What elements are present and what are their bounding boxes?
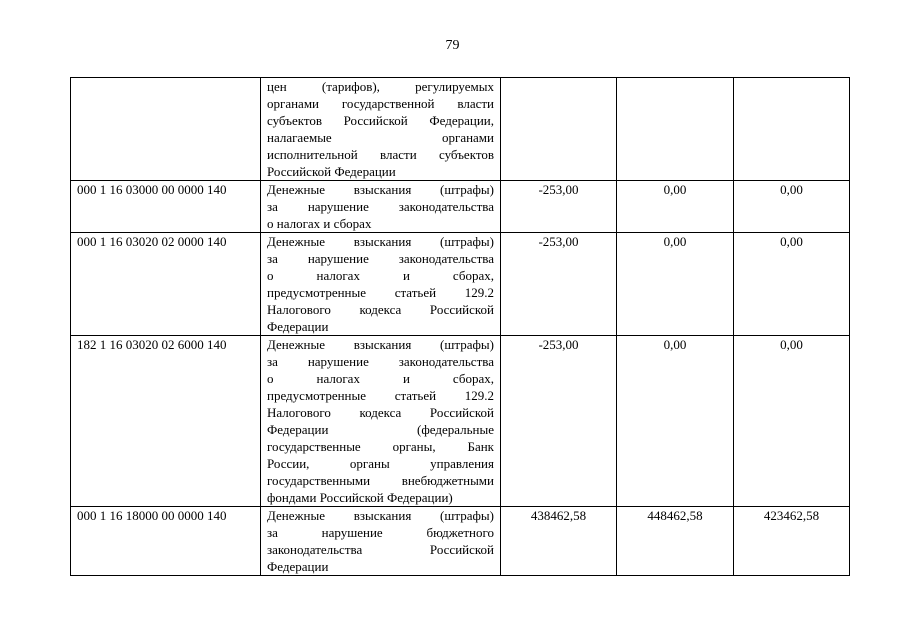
description-line: Федерации (федеральные xyxy=(267,422,494,437)
description-line: Налогового кодекса Российской xyxy=(267,302,494,317)
description-line: о налогах и сборах xyxy=(267,216,372,231)
amount-cell-3: 0,00 xyxy=(734,336,850,507)
amount-cell-2: 448462,58 xyxy=(617,507,734,576)
amount-cell-3: 0,00 xyxy=(734,233,850,336)
budget-code-cell: 000 1 16 18000 00 0000 140 xyxy=(71,507,261,576)
budget-code-cell: 000 1 16 03020 02 0000 140 xyxy=(71,233,261,336)
table-row xyxy=(71,336,850,507)
description-line: России, органы управления xyxy=(267,456,494,471)
amount-cell-1: -253,00 xyxy=(501,181,617,233)
amount-cell-3 xyxy=(734,78,850,181)
amount-cell-1: -253,00 xyxy=(501,336,617,507)
description-line: Денежные взыскания (штрафы) xyxy=(267,234,494,249)
description-line: Федерации xyxy=(267,559,329,574)
description-line: исполнительной власти субъектов xyxy=(267,147,494,162)
page-number: 79 xyxy=(445,38,460,53)
budget-code-cell: 000 1 16 03000 00 0000 140 xyxy=(71,181,261,233)
amount-cell-2: 0,00 xyxy=(617,233,734,336)
description-line: налагаемые органами xyxy=(267,130,494,145)
description-line: государственными внебюджетными xyxy=(267,473,494,488)
description-line: за нарушение законодательства xyxy=(267,354,494,369)
description-line: Денежные взыскания (штрафы) xyxy=(267,337,494,352)
description-line: субъектов Российской Федерации, xyxy=(267,113,494,128)
amount-cell-1: -253,00 xyxy=(501,233,617,336)
table-row xyxy=(71,181,850,233)
budget-code-cell: 182 1 16 03020 02 6000 140 xyxy=(71,336,261,507)
amount-cell-3: 423462,58 xyxy=(734,507,850,576)
description-cell xyxy=(261,181,501,233)
description-cell xyxy=(261,507,501,576)
description-line: предусмотренные статьей 129.2 xyxy=(267,285,494,300)
description-line: законодательства Российской xyxy=(267,542,494,557)
table-row xyxy=(71,233,850,336)
description-line: государственные органы, Банк xyxy=(267,439,494,454)
description-line: Налогового кодекса Российской xyxy=(267,405,494,420)
amount-cell-1 xyxy=(501,78,617,181)
description-line: Федерации xyxy=(267,319,329,334)
revenue-table xyxy=(70,77,850,576)
amount-cell-3: 0,00 xyxy=(734,181,850,233)
amount-cell-1: 438462,58 xyxy=(501,507,617,576)
description-line: Денежные взыскания (штрафы) xyxy=(267,508,494,523)
description-line: за нарушение бюджетного xyxy=(267,525,494,540)
description-cell xyxy=(261,78,501,181)
description-line: о налогах и сборах, xyxy=(267,371,494,386)
description-line: Российской Федерации xyxy=(267,164,396,179)
amount-cell-2: 0,00 xyxy=(617,336,734,507)
description-line: фондами Российской Федерации) xyxy=(267,490,453,505)
description-line: предусмотренные статьей 129.2 xyxy=(267,388,494,403)
amount-cell-2 xyxy=(617,78,734,181)
table-body xyxy=(71,78,850,576)
description-cell xyxy=(261,336,501,507)
description-line: за нарушение законодательства xyxy=(267,251,494,266)
description-line: цен (тарифов), регулируемых xyxy=(267,79,494,94)
description-line: за нарушение законодательства xyxy=(267,199,494,214)
table-row xyxy=(71,78,850,181)
budget-code-cell xyxy=(71,78,261,181)
description-line: органами государственной власти xyxy=(267,96,494,111)
description-line: Денежные взыскания (штрафы) xyxy=(267,182,494,197)
description-cell xyxy=(261,233,501,336)
amount-cell-2: 0,00 xyxy=(617,181,734,233)
table-row xyxy=(71,507,850,576)
description-line: о налогах и сборах, xyxy=(267,268,494,283)
